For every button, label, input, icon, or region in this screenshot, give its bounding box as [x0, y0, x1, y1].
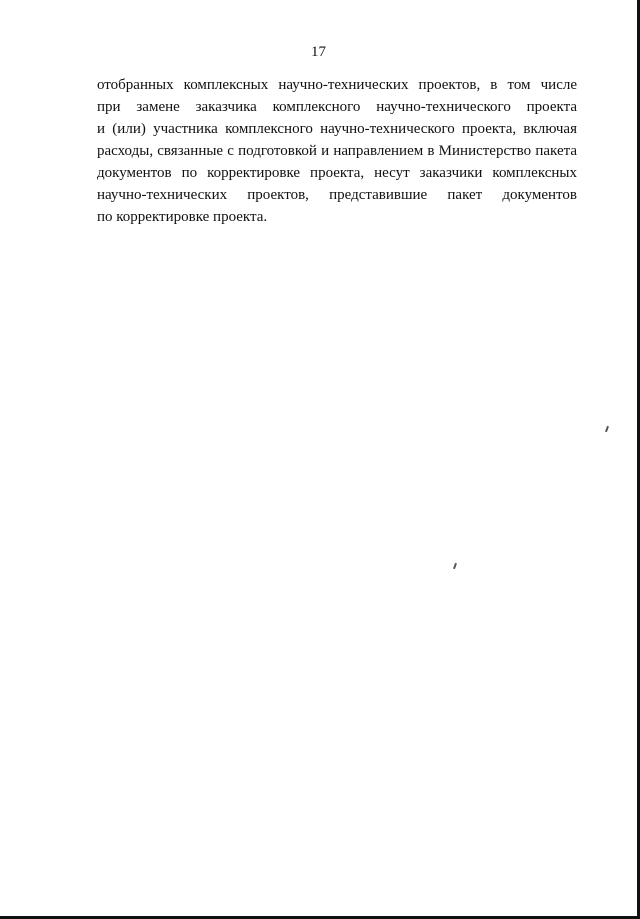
page-number: 17 [311, 44, 326, 60]
text-line: научно-технических проектов, представившие пакет документов [97, 187, 577, 203]
text-line: по корректировке проекта. [97, 209, 268, 225]
body-paragraph [97, 74, 577, 228]
text-line: отобранных комплексных научно-технических проектов, в том числе [97, 77, 577, 93]
text-line: расходы, связанные с подготовкой и направлением в Министерство пакета [97, 143, 577, 159]
text-line: при замене заказчика комплексного научно-технического проекта [97, 99, 577, 115]
scan-speck [605, 426, 609, 432]
text-line: документов по корректировке проекта, несут заказчики комплексных [97, 165, 577, 181]
scan-speck [453, 563, 457, 569]
text-line: и (или) участника комплексного научно-технического проекта, включая [97, 121, 577, 137]
